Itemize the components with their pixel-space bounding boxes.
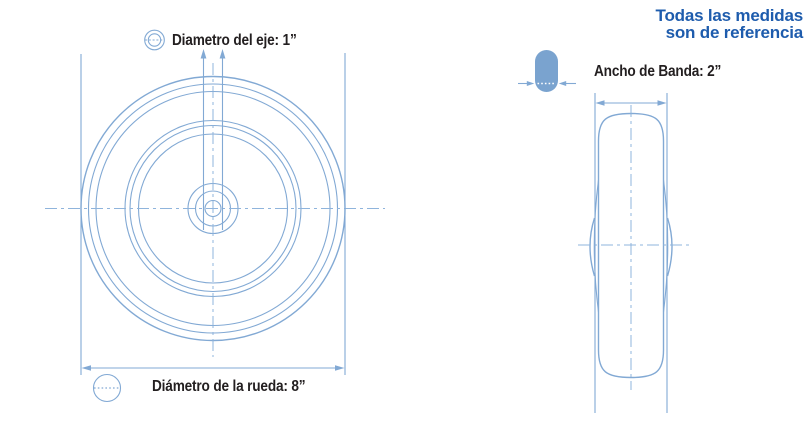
wheel-diameter-label: Diámetro de la rueda: 8” xyxy=(152,378,306,395)
up-arrow-icon xyxy=(201,49,207,59)
band-width-label: Ancho de Banda: 2” xyxy=(594,63,722,80)
left-arrow-icon xyxy=(82,365,92,371)
axle-circle-icon xyxy=(145,30,165,50)
axle-diameter-label: Diametro del eje: 1” xyxy=(172,31,297,49)
wheel-front-view xyxy=(45,49,385,375)
right-arrow-icon xyxy=(658,100,667,106)
reference-note-line1: Todas las medidas xyxy=(655,6,803,25)
reference-note xyxy=(656,8,803,41)
band-capsule-icon xyxy=(518,50,576,92)
wheel-side-view xyxy=(578,93,692,413)
right-arrow-icon xyxy=(527,81,535,86)
right-arrow-icon xyxy=(335,365,345,371)
wheel-circle-icon xyxy=(94,375,121,402)
up-arrow-icon xyxy=(220,49,226,59)
left-arrow-icon xyxy=(559,81,567,86)
left-arrow-icon xyxy=(595,100,604,106)
reference-note-line2: son de referencia xyxy=(665,22,803,42)
